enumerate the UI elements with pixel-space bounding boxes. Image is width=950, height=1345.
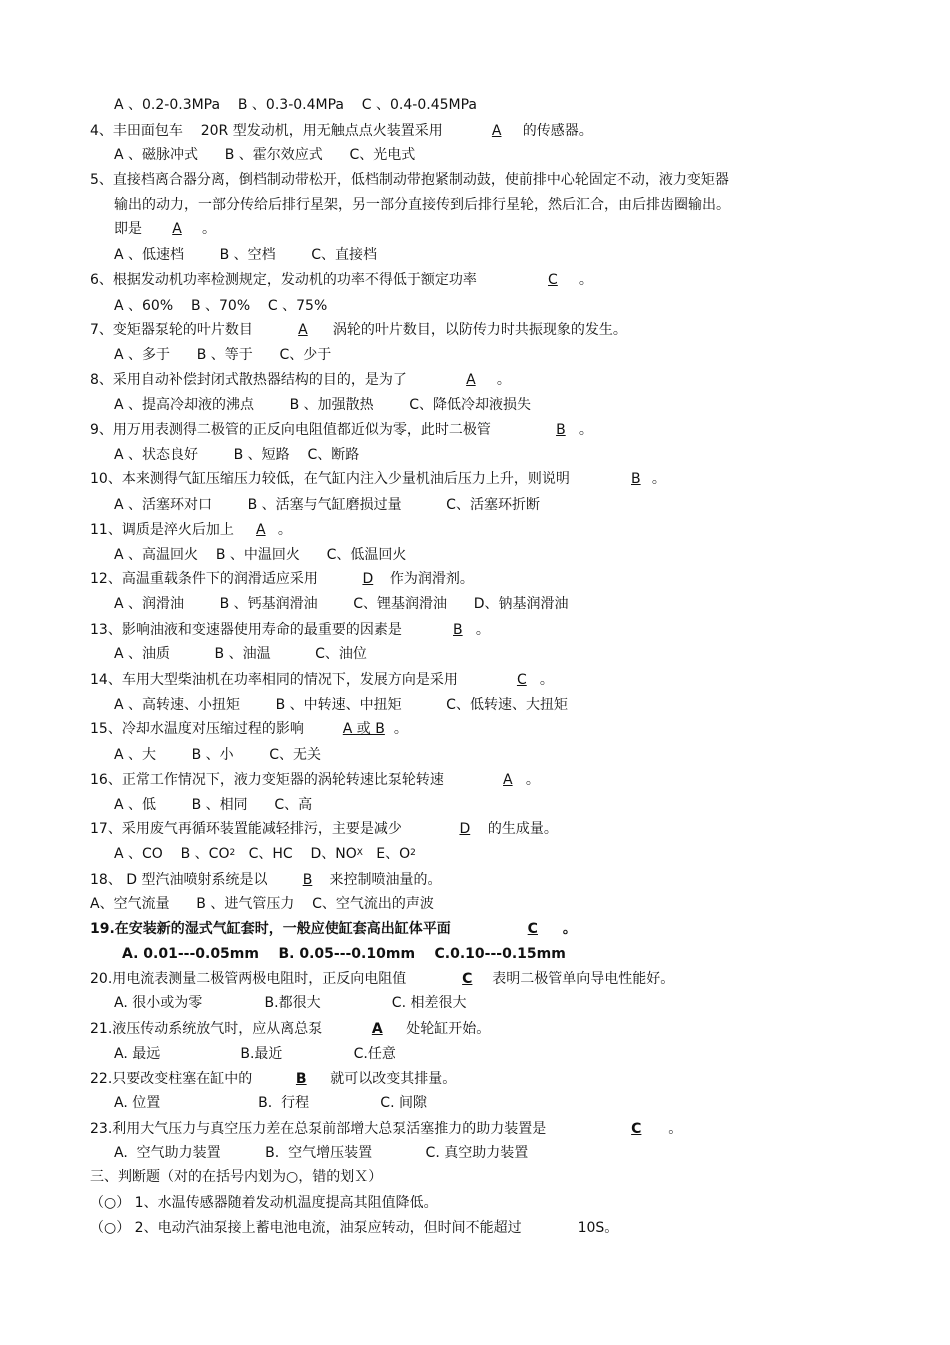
q14-answer: C	[516, 672, 527, 688]
q12-question: 12、高温重载条件下的润滑适应采用 D 作为润滑剂。	[90, 571, 474, 587]
q10-options: A 、活塞环对口 B 、活塞与气缸磨损过量 C、活塞环折断	[114, 497, 540, 513]
q16-question: 16、正常工作情况下，液力变矩器的涡轮转速比泵轮转速 A 。	[90, 772, 540, 788]
q5-question-line3: 即是 A 。	[114, 221, 216, 237]
o2-subscript: 2	[410, 848, 416, 858]
q13-question: 13、影响油液和变速器使用寿命的最重要的因素是 B 。	[90, 622, 490, 638]
q9-question: 9、用万用表测得二极管的正反向电阻值都近似为零，此时二极管 B 。	[90, 422, 593, 438]
q5-question-line2: 输出的动力，一部分传给后排行星架，另一部分直接传到后排行星轮，然后汇合，由后排齿圈输出。	[114, 197, 730, 213]
q6-answer: C	[548, 272, 558, 288]
q12-options: A 、润滑油 B 、钙基润滑油 C、锂基润滑油 D、钠基润滑油	[114, 596, 569, 612]
q5-question-line1: 5、直接档离合器分离，倒档制动带松开，低档制动带抱紧制动鼓，使前排中心轮固定不动，液力变矩器	[90, 172, 729, 188]
q7-answer: A	[298, 322, 308, 338]
q16-answer: A	[503, 772, 513, 788]
q20-question: 20.用电流表测量二极管两极电阻时，正反向电阻值 C 表明二极管单向导电性能好。	[90, 971, 675, 987]
q15-options: A 、大 B 、小 C、无关	[114, 747, 322, 763]
q18-answer: B	[302, 872, 313, 888]
q18-options: A、空气流量 B 、进气管压力 C、空气流出的声波	[90, 896, 434, 912]
q17-answer: D	[459, 821, 471, 837]
q23-options: A. 空气助力装置 B. 空气增压装置 C. 真空助力装置	[114, 1145, 529, 1161]
q8-question: 8、采用自动补偿封闭式散热器结构的目的，是为了 A 。	[90, 372, 511, 388]
q4-answer: A	[491, 123, 502, 139]
q10-question: 10、本来测得气缸压缩压力较低，在气缸内注入少量机油后压力上升，则说明 B 。	[90, 471, 666, 487]
q23-question: 23.利用大气压力与真空压力差在总泵前部增大总泵活塞推力的助力装置是 C 。	[90, 1121, 683, 1137]
q13-options: A 、油质 B 、油温 C、油位	[114, 646, 367, 662]
q10-answer: B	[631, 471, 641, 487]
q4-options: A 、磁脉冲式 B 、霍尔效应式 C、光电式	[114, 147, 416, 163]
tf-item-2: （○） 2、电动汽油泵接上蓄电池电流，油泵应转动，但时间不能超过 10S。	[90, 1220, 619, 1236]
q9-options: A 、状态良好 B 、短路 C、断路	[114, 447, 360, 463]
section-heading-true-false: 三、判断题（对的在括号内划为○，错的划Ｘ）	[90, 1169, 383, 1185]
q18-question: 18、 D 型汽油喷射系统是以 B 来控制喷油量的。	[90, 872, 442, 888]
q21-question: 21.液压传动系统放气时，应从离总泵 A 处轮缸开始。	[90, 1021, 491, 1037]
q13-answer: B	[453, 622, 463, 638]
q11-question: 11、调质是淬火后加上 A 。	[90, 522, 292, 538]
q8-answer: A	[466, 372, 476, 388]
q11-answer: A	[256, 522, 266, 538]
q8-options: A 、提高冷却液的沸点 B 、加强散热 C、降低冷却液损失	[114, 397, 532, 413]
q6-question: 6、根据发动机功率检测规定，发动机的功率不得低于额定功率 C 。	[90, 272, 593, 288]
tf-item-1: （○） 1、水温传感器随着发动机温度提高其阻值降低。	[90, 1195, 438, 1211]
q5-options: A 、低速档 B 、空档 C、直接档	[114, 247, 378, 263]
q16-options: A 、低 B 、相同 C、高	[114, 797, 313, 813]
q7-question: 7、变矩器泵轮的叶片数目 A 涡轮的叶片数目，以防传力时共振现象的发生。	[90, 322, 627, 338]
q14-question: 14、车用大型柴油机在功率相同的情况下，发展方向是采用 C 。	[90, 672, 554, 688]
q12-answer: D	[362, 571, 374, 587]
q15-answer: A 或 B	[342, 721, 385, 737]
q20-answer: C	[462, 971, 473, 987]
q15-question: 15、冷却水温度对压缩过程的影响 A 或 B 。	[90, 721, 408, 737]
nox-subscript: X	[356, 848, 363, 858]
q22-answer: B	[295, 1071, 307, 1087]
co2-subscript: 2	[229, 848, 236, 858]
q19-answer: C	[527, 921, 538, 937]
q14-options: A 、高转速、小扭矩 B 、中转速、中扭矩 C、低转速、大扭矩	[114, 697, 568, 713]
q17-options: A 、CO B 、$CO_2$ C、HC D、$NO_X$ E、$O_2$	[114, 846, 416, 862]
q20-options: A. 很小或为零 B.都很大 C. 相差很大	[114, 995, 467, 1011]
q23-answer: C	[631, 1121, 642, 1137]
q21-options: A. 最远 B.最近 C.任意	[114, 1046, 396, 1062]
q7-options: A 、多于 B 、等于 C、少于	[114, 347, 332, 363]
q19-options: A. 0.01---0.05mm B. 0.05---0.10mm C.0.10---0.15mm	[122, 946, 566, 962]
q5-answer: A	[172, 221, 182, 237]
q19-question: 19.在安装新的湿式气缸套时，一般应使缸套高出缸体平面 C 。	[90, 921, 577, 937]
q6-options: A 、60% B 、70% C 、75%	[114, 298, 328, 314]
q22-options: A. 位置 B. 行程 C. 间隙	[114, 1095, 427, 1111]
q9-answer: B	[556, 422, 566, 438]
q11-options: A 、高温回火 B 、中温回火 C、低温回火	[114, 547, 407, 563]
q17-question: 17、采用废气再循环装置能减轻排污，主要是减少 D 的生成量。	[90, 821, 558, 837]
q4-question: 4、丰田面包车 20R 型发动机，用无触点点火装置采用 A 的传感器。	[90, 123, 593, 139]
q3-options: A 、0.2-0.3MPa B 、0.3-0.4MPa C 、0.4-0.45MPa	[114, 97, 477, 113]
q21-answer: A	[371, 1021, 383, 1037]
q22-question: 22.只要改变柱塞在缸中的 B 就可以改变其排量。	[90, 1071, 457, 1087]
